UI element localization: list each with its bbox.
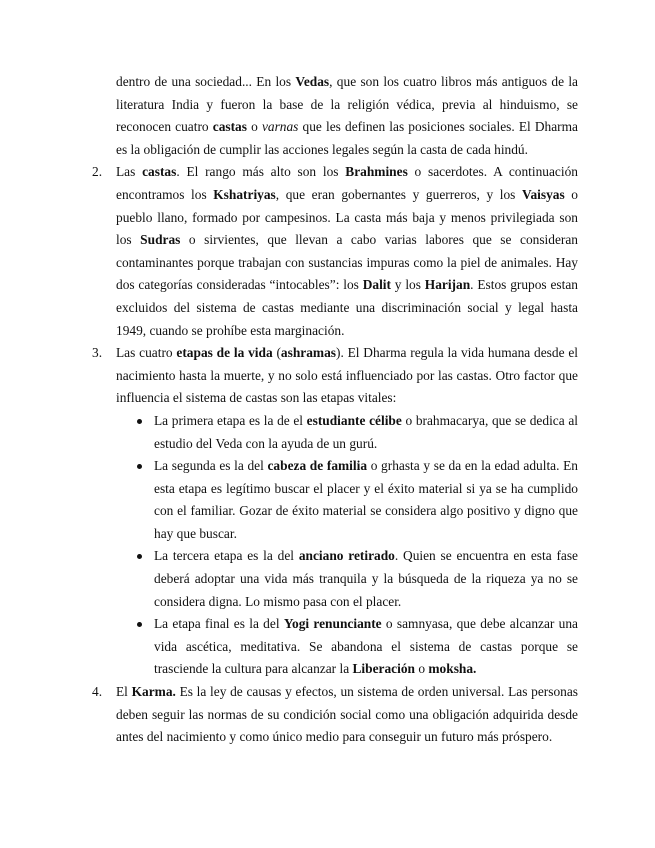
list-item-karma <box>92 681 578 749</box>
list-number: 3. <box>92 345 103 361</box>
text: o sacerdotes. A continuación encontramos los <box>116 164 578 202</box>
text: o brahmacarya, que se dedica al estudio del Veda con la ayuda de un gurú. <box>154 412 578 451</box>
bullet-item <box>154 545 578 613</box>
bullet-icon <box>137 464 142 469</box>
term-yogi: Yogi renunciante <box>283 616 382 632</box>
etapas-paragraph <box>116 342 578 410</box>
term-moksha: moksha. <box>428 661 477 677</box>
term-karma: Karma. <box>131 684 176 700</box>
term-ashramas: ashramas <box>280 345 336 361</box>
text: . Quien se encuentra en esta fase deberá adoptar una vida más tranquila y la búsqueda de la riqueza ya no se considera digna. Lo mismo pasa con el placer. <box>154 548 578 609</box>
bullet-item <box>154 455 578 545</box>
list-number: 2. <box>92 164 103 180</box>
term-vedas: Vedas <box>295 74 330 89</box>
list-number: 4. <box>92 684 103 700</box>
text: El <box>116 684 132 700</box>
text: . Estos grupos estan excluidos del sistema de castas mediante una discriminación social y legal hasta 1949, cuando se prohíbe esta marginación. <box>116 277 578 338</box>
bullet-icon <box>137 622 142 627</box>
text: o <box>415 661 429 677</box>
bullet-icon <box>137 554 142 559</box>
term-anciano: anciano retirado <box>298 548 395 564</box>
text: La primera etapa es la de el <box>154 412 307 428</box>
term-sudras: Sudras <box>140 232 181 248</box>
term-castas: castas <box>212 119 247 135</box>
term-liberacion: Liberación <box>352 661 415 677</box>
term-kshatriyas: Kshatriyas <box>213 186 276 202</box>
intro-text-4: que les definen las posiciones sociales. El Dharma es la obligación de cumplir las acciones legales según la casta de cada hindú. <box>116 119 579 157</box>
term-brahmines: Brahmines <box>345 164 408 180</box>
term-cabeza-familia: cabeza de familia <box>267 458 368 474</box>
term-dalit: Dalit <box>362 277 391 293</box>
intro-text-2: , que son los cuatro libros más antiguos de la literatura India y fueron la base de la religión védica, previa al hinduismo, se reconocen cuatro <box>116 74 578 135</box>
bullet-list <box>116 410 578 681</box>
text: o grhasta y se da en la edad adulta. En esta etapa es legítimo buscar el placer y el éxito material si ya se ha cumplido con el familiar. Gozar de éxito material se considera algo positivo y digno que hay que buscar. <box>154 458 578 541</box>
intro-text-3: o <box>246 119 262 135</box>
text: y los <box>390 277 425 293</box>
text: o sirvientes, que llevan a cabo varias labores que se consideran contaminantes porque trabajan con sustancias impuras como la piel de animales. Hay dos categorías consideradas “intocables”: los <box>116 232 579 293</box>
list-item-castas <box>92 161 579 342</box>
text: Las cuatro <box>116 345 177 361</box>
text: , que eran gobernantes y guerreros, y los <box>275 186 522 202</box>
text: Es la ley de causas y efectos, un sistema de orden universal. Las personas deben seguir las normas de su condición social como una obligación adquirida desde antes del nacimiento y como único medio para conseguir un futuro más próspero. <box>116 684 578 745</box>
document-body <box>92 71 579 749</box>
list-item-etapas <box>92 342 579 681</box>
text: La tercera etapa es la del <box>154 548 299 564</box>
term-etapas: etapas de la vida <box>176 345 273 361</box>
term-castas: castas <box>142 164 177 180</box>
intro-text-1: dentro de una sociedad... En los <box>116 74 296 89</box>
text: ). El Dharma regula la vida humana desde el nacimiento hasta la muerte, y no solo está influenciado por las castas. Otro factor que influencia el sistema de castas son las etapas vitales: <box>116 345 578 406</box>
term-estudiante: estudiante célibe <box>306 412 402 428</box>
bullet-icon <box>137 419 142 424</box>
text: o samnyasa, que debe alcanzar una vida ascética, meditativa. Se abandona el sistema de castas porque se trasciende la cultura para alcanzar la <box>154 616 579 677</box>
text: La segunda es la del <box>154 458 268 474</box>
term-vaisyas: Vaisyas <box>522 186 565 202</box>
term-harijan: Harijan <box>424 277 471 293</box>
bullet-item <box>154 613 578 681</box>
castas-paragraph <box>116 161 578 342</box>
text: Las <box>116 164 143 180</box>
karma-paragraph <box>116 681 578 749</box>
text: o pueblo llano, formado por campesinos. La casta más baja y menos privilegiada son los <box>116 186 578 248</box>
intro-paragraph <box>116 71 578 161</box>
text: . El rango más alto son los <box>176 164 346 180</box>
text: ( <box>272 345 281 361</box>
bullet-item <box>154 410 578 455</box>
term-varnas: varnas <box>261 119 299 135</box>
text: La etapa final es la del <box>154 616 284 632</box>
